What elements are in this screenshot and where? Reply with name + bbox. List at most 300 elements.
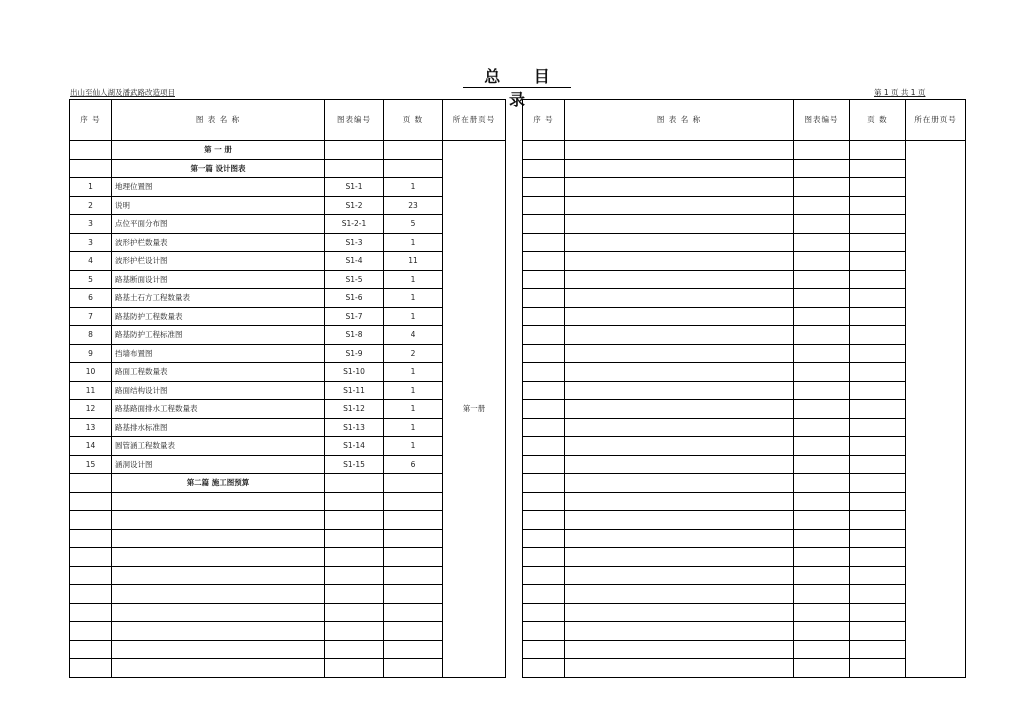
row-pages-cell [850, 659, 906, 678]
table-row [70, 381, 506, 400]
row-seq: 14 [70, 437, 112, 456]
document-title: 总 目 录 [484, 67, 564, 109]
row-seq-cell [523, 215, 565, 234]
table-row [70, 603, 506, 622]
row-code-cell [325, 159, 384, 178]
row-code: S1-13 [325, 418, 384, 437]
row-pages-cell [384, 566, 443, 585]
row-seq-cell [70, 529, 112, 548]
table-row [523, 474, 966, 493]
row-seq: 1 [70, 178, 112, 197]
row-pages: 4 [384, 326, 443, 345]
row-pages-cell [384, 640, 443, 659]
row-name-cell [565, 159, 794, 178]
row-pages-cell [384, 529, 443, 548]
row-pages-cell [850, 492, 906, 511]
row-pages-cell [850, 529, 906, 548]
table-row [70, 492, 506, 511]
row-name-cell [565, 141, 794, 160]
row-name: 路基排水标准图 [112, 418, 325, 437]
row-name: 地理位置图 [112, 178, 325, 197]
row-name-cell [112, 511, 325, 530]
row-pages: 6 [384, 455, 443, 474]
row-seq-cell [523, 159, 565, 178]
row-pages: 11 [384, 252, 443, 271]
row-pages: 2 [384, 344, 443, 363]
row-code: S1-11 [325, 381, 384, 400]
row-name: 路基路面排水工程数量表 [112, 400, 325, 419]
row-seq-cell [523, 289, 565, 308]
row-code-cell [794, 344, 850, 363]
table-row [523, 326, 966, 345]
section-heading: 第 一 册 [112, 141, 325, 160]
row-name-cell [565, 418, 794, 437]
row-code-cell [794, 289, 850, 308]
table-row [70, 418, 506, 437]
table-row [70, 215, 506, 234]
row-seq-cell [523, 622, 565, 641]
row-seq-cell [70, 159, 112, 178]
row-name: 挡墙布置图 [112, 344, 325, 363]
row-name-cell [565, 548, 794, 567]
row-seq-cell [70, 548, 112, 567]
table-row [523, 196, 966, 215]
table-row [523, 233, 966, 252]
row-code-cell [794, 326, 850, 345]
row-name: 路基防护工程标准图 [112, 326, 325, 345]
row-code: S1-15 [325, 455, 384, 474]
row-seq-cell [70, 622, 112, 641]
table-row [523, 492, 966, 511]
page-info: 第 1 页 共 1 页 [874, 88, 926, 97]
row-code-cell [794, 159, 850, 178]
row-pages-cell [850, 548, 906, 567]
row-code-cell [794, 215, 850, 234]
row-code-cell [794, 566, 850, 585]
row-pages-cell [384, 159, 443, 178]
row-name-cell [112, 585, 325, 604]
row-code: S1-8 [325, 326, 384, 345]
header-name: 图 表 名 称 [112, 100, 325, 141]
row-name-cell [565, 233, 794, 252]
table-row [70, 196, 506, 215]
row-code-cell [794, 455, 850, 474]
row-code-cell [794, 307, 850, 326]
row-code-cell [794, 233, 850, 252]
row-seq: 9 [70, 344, 112, 363]
row-name-cell [565, 363, 794, 382]
row-pages-cell [850, 233, 906, 252]
header-code: 图表编号 [794, 100, 850, 141]
table-row [523, 159, 966, 178]
table-row [70, 437, 506, 456]
table-row [70, 566, 506, 585]
row-name: 路面结构设计图 [112, 381, 325, 400]
table-row [70, 252, 506, 271]
table-row [70, 270, 506, 289]
row-name-cell [565, 196, 794, 215]
row-pages-cell [850, 344, 906, 363]
row-name: 路面工程数量表 [112, 363, 325, 382]
table-row [70, 363, 506, 382]
row-seq-cell [523, 659, 565, 678]
row-code-cell [325, 640, 384, 659]
row-seq: 7 [70, 307, 112, 326]
row-name: 涵洞设计图 [112, 455, 325, 474]
row-code-cell [325, 585, 384, 604]
row-code: S1-2-1 [325, 215, 384, 234]
section-heading: 第二篇 施工图预算 [112, 474, 325, 493]
row-pages-cell [850, 474, 906, 493]
row-seq-cell [523, 585, 565, 604]
row-name: 点位平面分布图 [112, 215, 325, 234]
row-code: S1-4 [325, 252, 384, 271]
row-pages-cell [850, 159, 906, 178]
row-seq: 3 [70, 233, 112, 252]
header-name: 图 表 名 称 [565, 100, 794, 141]
row-code: S1-2 [325, 196, 384, 215]
row-name-cell [565, 252, 794, 271]
row-seq-cell [523, 141, 565, 160]
row-pages-cell [384, 141, 443, 160]
row-pages-cell [384, 659, 443, 678]
row-pages-cell [850, 141, 906, 160]
table-row [523, 659, 966, 678]
row-seq-cell [523, 270, 565, 289]
table-row [523, 270, 966, 289]
table-row [523, 381, 966, 400]
table-row [523, 455, 966, 474]
row-name-cell [112, 603, 325, 622]
table-row [523, 307, 966, 326]
row-seq-cell [523, 492, 565, 511]
row-seq-cell [523, 548, 565, 567]
row-seq: 8 [70, 326, 112, 345]
table-row [523, 215, 966, 234]
row-pages-cell [850, 511, 906, 530]
row-seq: 2 [70, 196, 112, 215]
header-pages: 页 数 [384, 100, 443, 141]
row-name-cell [565, 529, 794, 548]
row-name-cell [565, 603, 794, 622]
row-code-cell [794, 492, 850, 511]
row-pages: 1 [384, 400, 443, 419]
row-name-cell [565, 455, 794, 474]
row-seq: 5 [70, 270, 112, 289]
row-pages-cell [850, 640, 906, 659]
header-code: 图表编号 [325, 100, 384, 141]
row-pages: 5 [384, 215, 443, 234]
row-pages-cell [850, 252, 906, 271]
row-code-cell [794, 529, 850, 548]
row-name-cell [112, 566, 325, 585]
row-name-cell [112, 622, 325, 641]
row-name-cell [565, 270, 794, 289]
table-row [523, 363, 966, 382]
row-seq: 3 [70, 215, 112, 234]
row-code-cell [325, 492, 384, 511]
table-row [523, 289, 966, 308]
table-row [70, 659, 506, 678]
row-code-cell [794, 474, 850, 493]
row-seq: 4 [70, 252, 112, 271]
row-code: S1-10 [325, 363, 384, 382]
row-code-cell [794, 603, 850, 622]
row-code-cell [325, 548, 384, 567]
row-name-cell [565, 307, 794, 326]
table-row [70, 622, 506, 641]
table-row [70, 344, 506, 363]
table-row [70, 455, 506, 474]
row-pages: 1 [384, 363, 443, 382]
row-name-cell [565, 289, 794, 308]
table-row [70, 141, 506, 160]
table-row [523, 400, 966, 419]
section-heading: 第一篇 设计图表 [112, 159, 325, 178]
row-name-cell [565, 326, 794, 345]
table-row [70, 585, 506, 604]
row-code-cell [794, 196, 850, 215]
row-seq-cell [70, 141, 112, 160]
row-code-cell [794, 381, 850, 400]
row-name-cell [565, 381, 794, 400]
table-row [70, 548, 506, 567]
row-name-cell [112, 640, 325, 659]
row-pages-cell [384, 622, 443, 641]
row-seq-cell [523, 252, 565, 271]
row-seq-cell [70, 492, 112, 511]
row-code-cell [325, 511, 384, 530]
header-volume-page: 所在册页号 [443, 100, 506, 141]
row-seq-cell [523, 529, 565, 548]
row-code-cell [794, 585, 850, 604]
row-name-cell [565, 640, 794, 659]
row-code-cell [325, 622, 384, 641]
row-name-cell [112, 659, 325, 678]
header-seq: 序 号 [70, 100, 112, 141]
table-row [70, 307, 506, 326]
row-code-cell [794, 418, 850, 437]
row-name: 路基土石方工程数量表 [112, 289, 325, 308]
table-row [523, 603, 966, 622]
row-seq-cell [523, 344, 565, 363]
row-seq: 13 [70, 418, 112, 437]
row-name: 圆管涵工程数量表 [112, 437, 325, 456]
row-code-cell [794, 252, 850, 271]
row-seq-cell [523, 437, 565, 456]
title-underline [463, 87, 571, 88]
row-name-cell [565, 215, 794, 234]
row-seq-cell [70, 511, 112, 530]
row-name: 波形护栏数量表 [112, 233, 325, 252]
table-row [70, 289, 506, 308]
row-code-cell [794, 511, 850, 530]
table-row [523, 418, 966, 437]
row-code-cell [794, 437, 850, 456]
catalog-table-right [522, 99, 966, 678]
table-row [523, 640, 966, 659]
header-volume-page: 所在册页号 [906, 100, 966, 141]
row-code-cell [794, 640, 850, 659]
row-pages-cell [850, 307, 906, 326]
row-seq: 15 [70, 455, 112, 474]
table-row [70, 640, 506, 659]
table-row [70, 178, 506, 197]
row-seq-cell [70, 585, 112, 604]
row-pages-cell [384, 603, 443, 622]
table-row [523, 566, 966, 585]
table-row [523, 178, 966, 197]
table-row [523, 437, 966, 456]
row-name-cell [112, 529, 325, 548]
row-seq-cell [70, 659, 112, 678]
row-seq-cell [523, 326, 565, 345]
row-seq-cell [70, 603, 112, 622]
row-code-cell [794, 400, 850, 419]
row-pages-cell [850, 270, 906, 289]
table-row [523, 585, 966, 604]
row-seq-cell [523, 233, 565, 252]
table-row [523, 548, 966, 567]
table-row [523, 252, 966, 271]
row-seq-cell [523, 381, 565, 400]
row-pages-cell [850, 178, 906, 197]
row-pages: 1 [384, 307, 443, 326]
row-pages: 1 [384, 381, 443, 400]
row-code-cell [325, 529, 384, 548]
row-seq-cell [523, 196, 565, 215]
row-seq: 6 [70, 289, 112, 308]
row-seq-cell [523, 474, 565, 493]
row-code: S1-1 [325, 178, 384, 197]
row-pages-cell [384, 492, 443, 511]
row-code: S1-5 [325, 270, 384, 289]
row-pages: 1 [384, 233, 443, 252]
table-header-row [70, 100, 506, 141]
row-pages-cell [384, 511, 443, 530]
row-name-cell [565, 492, 794, 511]
row-pages: 1 [384, 437, 443, 456]
row-seq-cell [523, 418, 565, 437]
row-pages: 1 [384, 178, 443, 197]
row-pages-cell [850, 566, 906, 585]
row-code-cell [794, 270, 850, 289]
row-pages-cell [850, 455, 906, 474]
row-name-cell [565, 400, 794, 419]
row-pages-cell [850, 585, 906, 604]
table-row [70, 326, 506, 345]
catalog-table-left [69, 99, 506, 678]
table-row [70, 474, 506, 493]
row-pages: 1 [384, 270, 443, 289]
table-row [70, 400, 506, 419]
table-row [523, 344, 966, 363]
row-seq-cell [70, 640, 112, 659]
header-pages: 页 数 [850, 100, 906, 141]
table-row [70, 511, 506, 530]
table-row [523, 511, 966, 530]
row-pages-cell [850, 400, 906, 419]
row-code-cell [794, 548, 850, 567]
row-pages-cell [850, 196, 906, 215]
volume-label: 第一册 [443, 141, 506, 678]
row-name-cell [565, 178, 794, 197]
row-code-cell [325, 566, 384, 585]
table-row [523, 141, 966, 160]
row-name: 说明 [112, 196, 325, 215]
project-name: 出山至仙人湖及潘武路改造项目 [70, 88, 175, 97]
row-code-cell [325, 603, 384, 622]
table-row [523, 622, 966, 641]
row-pages-cell [384, 474, 443, 493]
row-name-cell [565, 474, 794, 493]
volume-page-cell [906, 141, 966, 678]
table-row [70, 233, 506, 252]
row-pages-cell [850, 603, 906, 622]
row-pages-cell [850, 215, 906, 234]
row-seq-cell [523, 566, 565, 585]
row-name-cell [565, 344, 794, 363]
row-name: 波形护栏设计图 [112, 252, 325, 271]
row-pages-cell [384, 585, 443, 604]
row-seq-cell [523, 178, 565, 197]
row-seq: 10 [70, 363, 112, 382]
row-name-cell [112, 548, 325, 567]
row-pages-cell [850, 418, 906, 437]
table-row [70, 529, 506, 548]
row-seq-cell [70, 474, 112, 493]
row-code-cell [794, 659, 850, 678]
row-code-cell [794, 178, 850, 197]
row-code: S1-12 [325, 400, 384, 419]
row-name-cell [565, 566, 794, 585]
header-seq: 序 号 [523, 100, 565, 141]
row-code: S1-3 [325, 233, 384, 252]
row-seq-cell [523, 455, 565, 474]
row-pages-cell [850, 289, 906, 308]
row-code: S1-14 [325, 437, 384, 456]
row-name-cell [565, 585, 794, 604]
row-name-cell [565, 511, 794, 530]
row-seq-cell [523, 363, 565, 382]
row-code-cell [794, 622, 850, 641]
row-name-cell [565, 437, 794, 456]
row-name: 路基断面设计图 [112, 270, 325, 289]
row-code-cell [325, 474, 384, 493]
row-pages-cell [384, 548, 443, 567]
row-pages-cell [850, 326, 906, 345]
row-seq: 11 [70, 381, 112, 400]
table-row [523, 529, 966, 548]
row-name-cell [112, 492, 325, 511]
row-code-cell [325, 659, 384, 678]
row-seq-cell [523, 307, 565, 326]
row-name-cell [565, 622, 794, 641]
row-pages: 1 [384, 418, 443, 437]
table-row [70, 159, 506, 178]
row-seq-cell [70, 566, 112, 585]
row-pages: 1 [384, 289, 443, 308]
row-code-cell [794, 141, 850, 160]
row-code-cell [325, 141, 384, 160]
row-seq: 12 [70, 400, 112, 419]
row-pages-cell [850, 363, 906, 382]
table-header-row [523, 100, 966, 141]
row-code-cell [794, 363, 850, 382]
row-seq-cell [523, 640, 565, 659]
row-name-cell [565, 659, 794, 678]
row-name: 路基防护工程数量表 [112, 307, 325, 326]
